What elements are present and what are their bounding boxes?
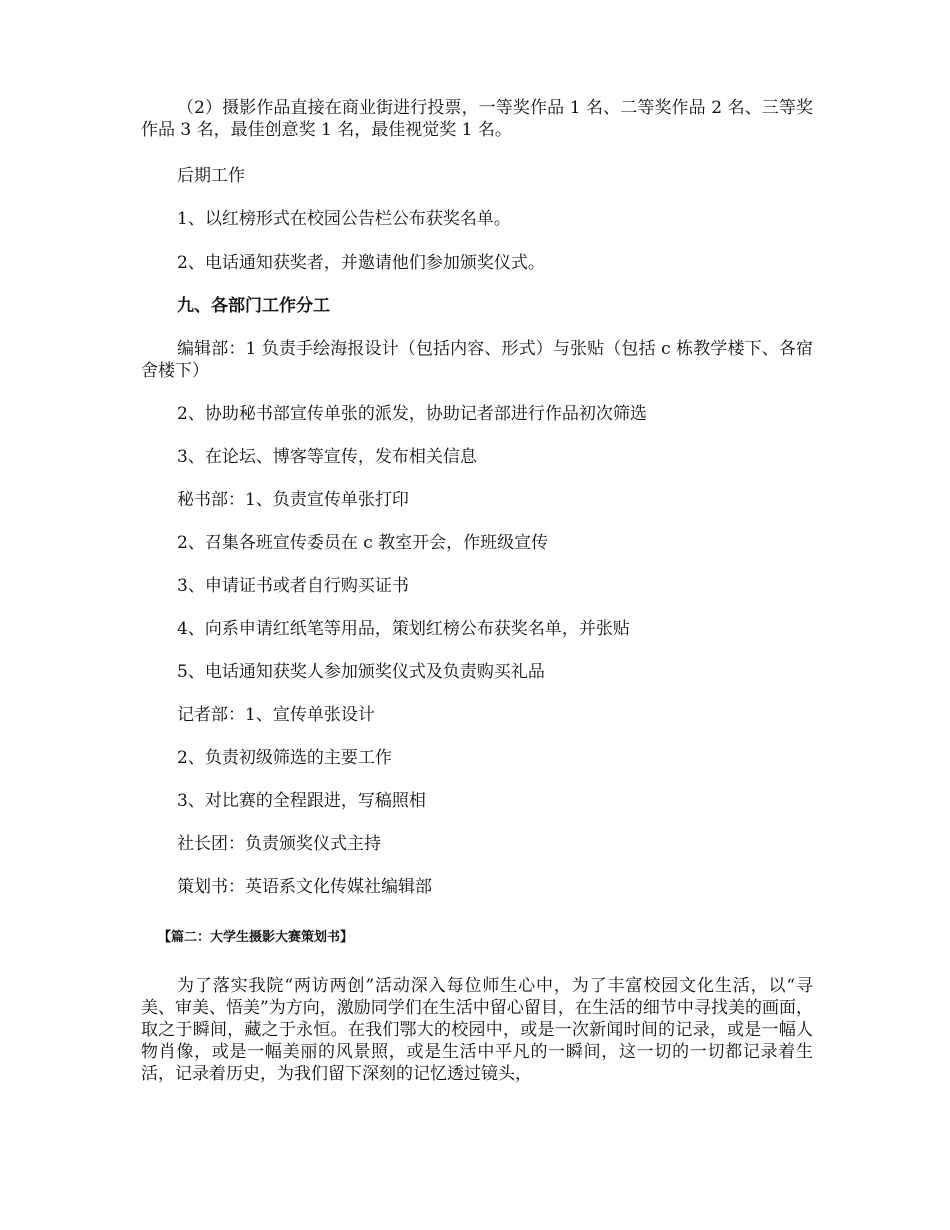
later-work-item-1: 1、以红榜形式在校园公告栏公布获奖名单。 <box>177 209 511 229</box>
secretariat-item-4: 4、向系申请红纸笔等用品，策划红榜公布获奖名单，并张贴 <box>177 619 630 639</box>
division-heading: 九、各部门工作分工 <box>177 296 330 316</box>
secretariat-item-1: 秘书部：1、负责宣传单张打印 <box>177 490 409 510</box>
editorial-item-2: 2、协助秘书部宣传单张的派发，协助记者部进行作品初次筛选 <box>177 404 647 424</box>
later-work-item-2: 2、电话通知获奖者，并邀请他们参加颁奖仪式。 <box>177 253 545 273</box>
secretariat-item-5: 5、电话通知获奖人参加颁奖仪式及负责购买礼品 <box>177 662 545 682</box>
planner-line: 策划书：英语系文化传媒社编辑部 <box>177 877 432 897</box>
president-duty: 社长团：负责颁奖仪式主持 <box>177 834 381 854</box>
reporters-item-1: 记者部：1、宣传单张设计 <box>177 705 375 725</box>
editorial-item-3: 3、在论坛、博客等宣传，发布相关信息 <box>177 447 477 467</box>
part-two-title: 【篇二：大学生摄影大赛策划书】 <box>158 930 354 945</box>
award-rules-paragraph: （2）摄影作品直接在商业街进行投票，一等奖作品 1 名、二等奖作品 2 名、三等奖作品 3 名，最佳创意奖 1 名，最佳视觉奖 1 名。 <box>141 98 813 140</box>
secretariat-item-2: 2、召集各班宣传委员在 c 教室开会，作班级宣传 <box>177 533 549 553</box>
reporters-item-2: 2、负责初级筛选的主要工作 <box>177 748 392 768</box>
reporters-item-3: 3、对比赛的全程跟进，写稿照相 <box>177 791 426 811</box>
editorial-item-1: 编辑部：1 负责手绘海报设计（包括内容、形式）与张贴（包括 c 栋教学楼下、各宿舍楼下） <box>141 339 813 381</box>
part-two-intro: 为了落实我院“两访两创”活动深入每位师生心中，为了丰富校园文化生活，以“寻美、审美、悟美”为方向，激励同学们在生活中留心留目，在生活的细节中寻找美的画面，取之于瞬间，藏之于永恒。在我们鄂大的校园中，或是一次新闻时间的记录，或是一幅人物肖像，或是一幅美丽的风景照，或是生活中平凡的一瞬间，这一切的一切都记录着生活，记录着历史，为我们留下深刻的记忆透过镜头， <box>141 976 813 1084</box>
secretariat-item-3: 3、申请证书或者自行购买证书 <box>177 576 409 596</box>
later-work-title: 后期工作 <box>177 166 245 186</box>
